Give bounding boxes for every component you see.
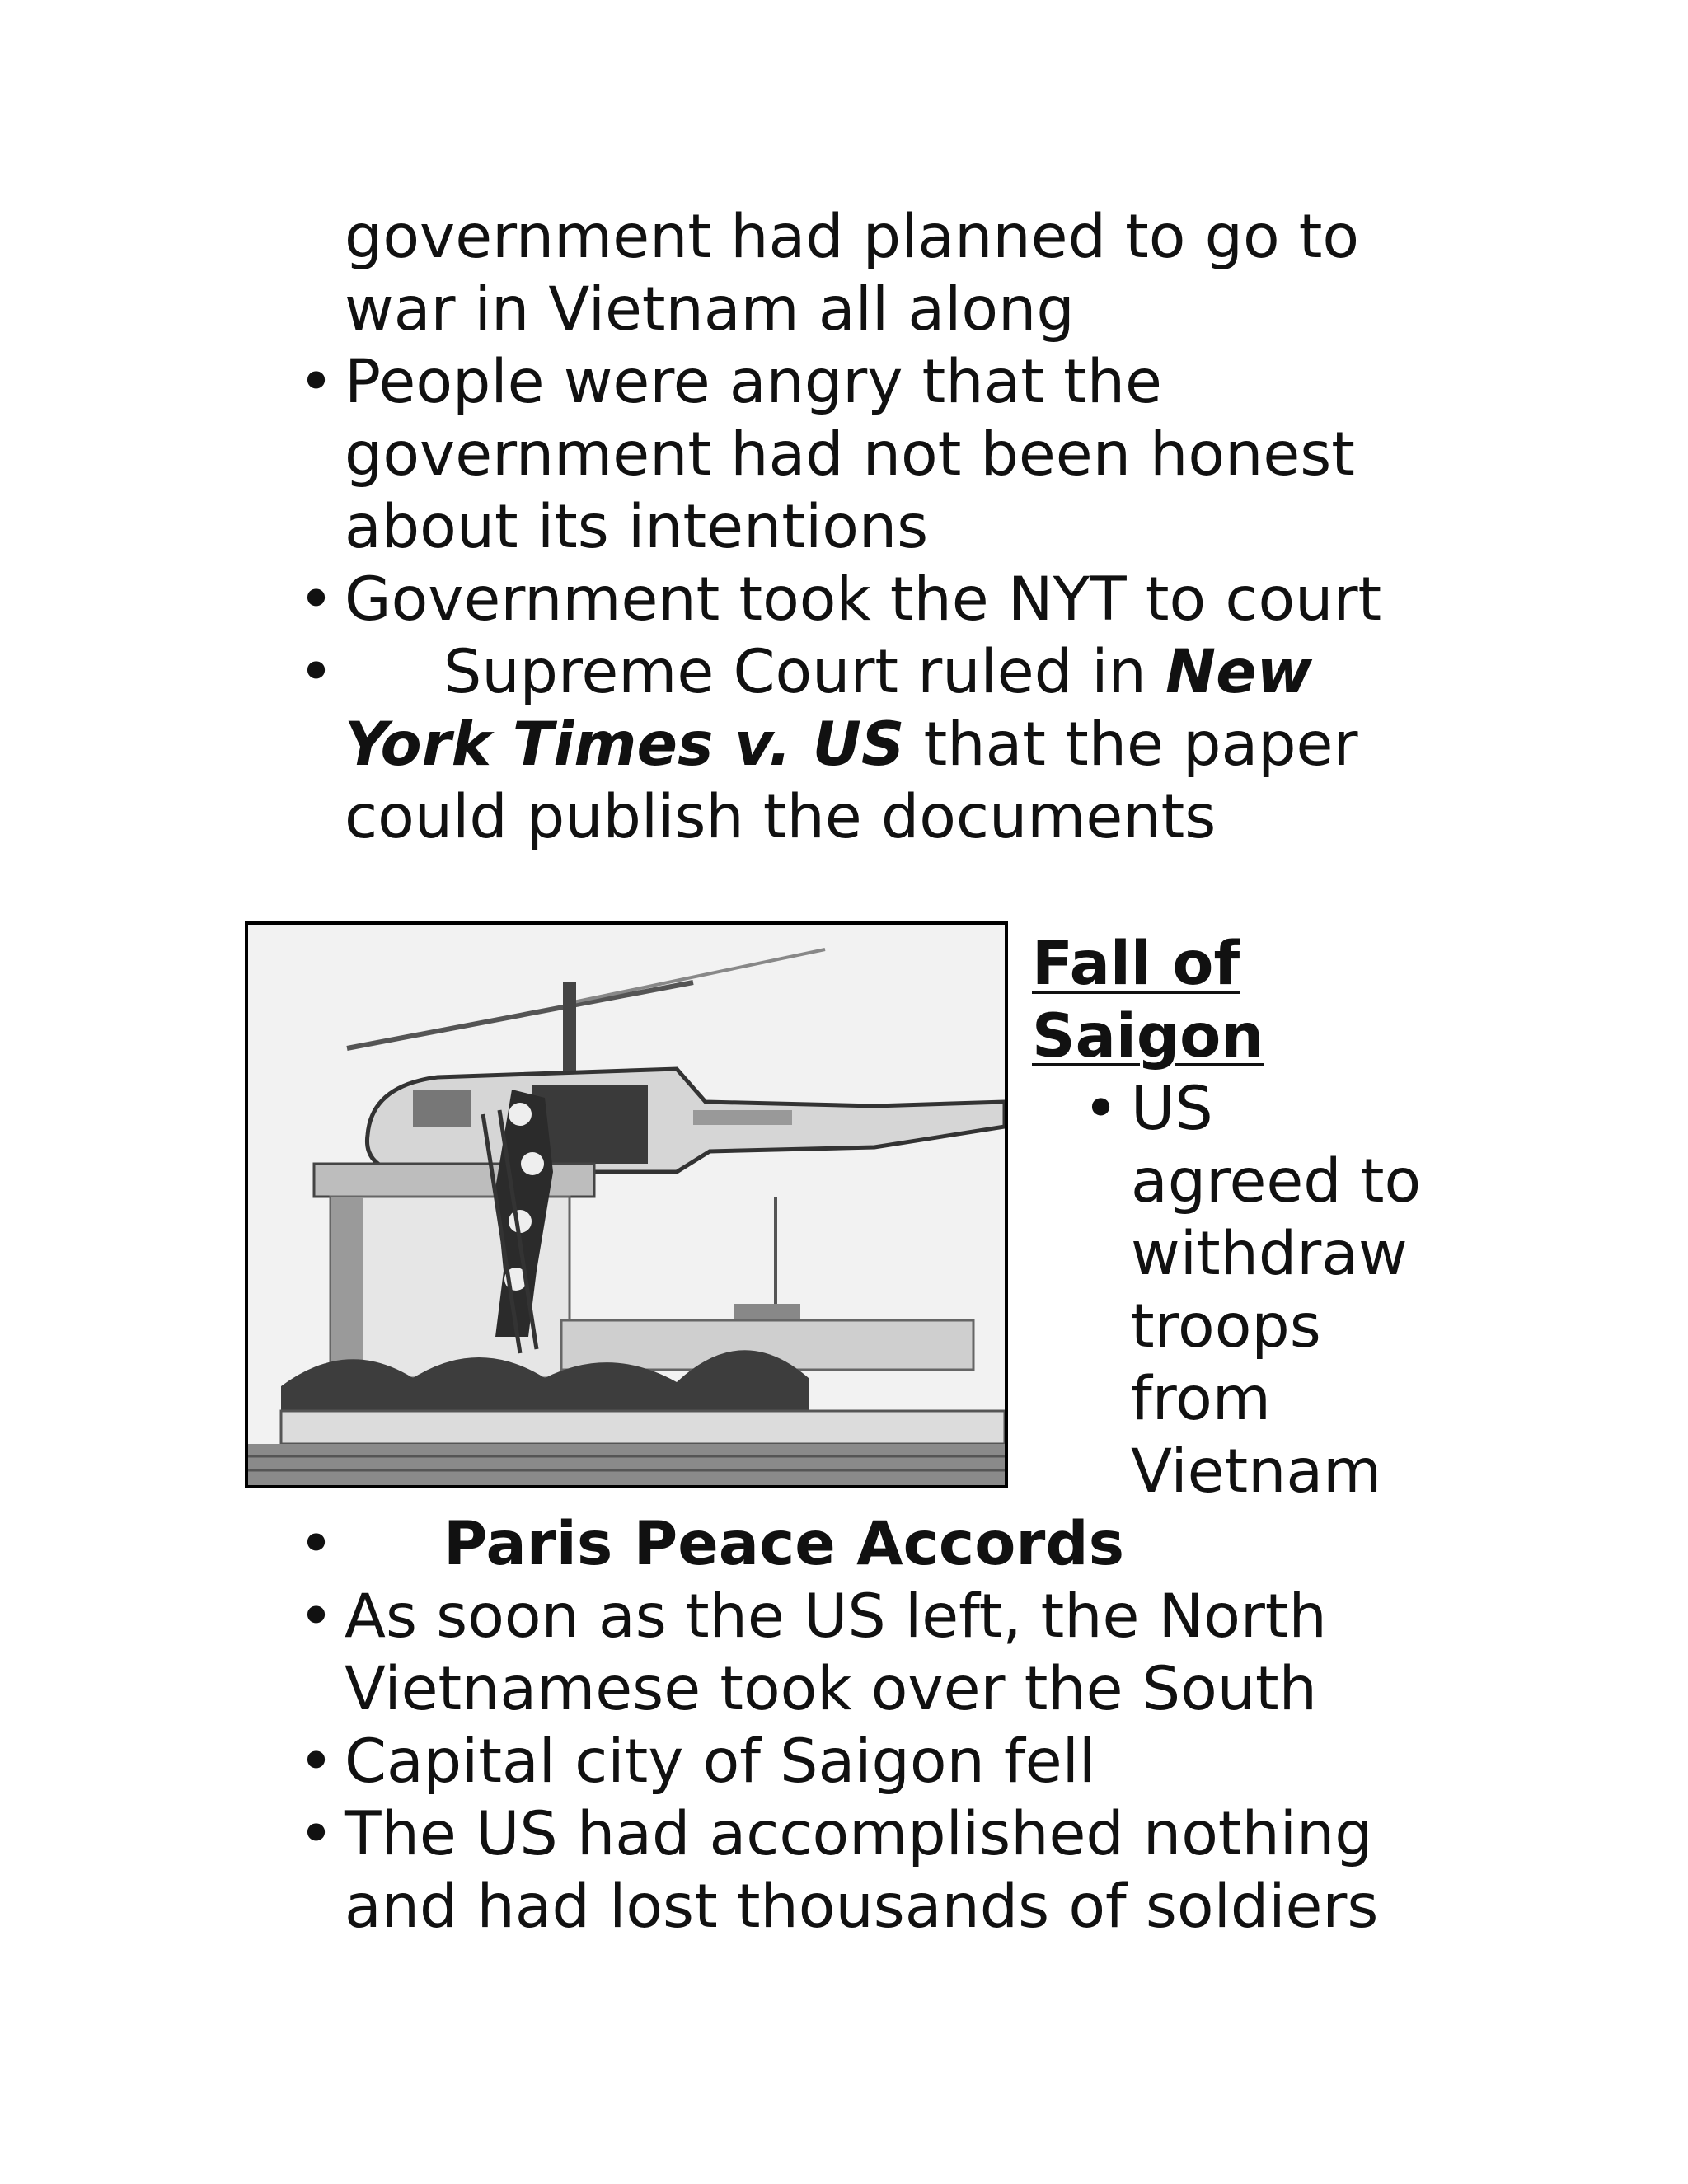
bullet-marker: • — [1083, 1074, 1119, 1144]
sub-bullet-line-3: withdraw — [1131, 1219, 1408, 1289]
sub-bullet-line-1: US — [1131, 1074, 1213, 1144]
bullet-paris-peace-accords: Paris Peace Accords — [443, 1509, 1125, 1579]
bullet-people-angry-line-3: about its intentions — [345, 492, 929, 562]
bullet-marker: • — [298, 1509, 335, 1579]
supreme-court-text-post: that the paper — [904, 710, 1358, 780]
bullet-supreme-court-line-2 — [345, 709, 1357, 781]
bullet-government-court: Government took the NYT to court — [345, 565, 1382, 635]
section-heading-saigon: Saigon — [1032, 1001, 1264, 1071]
case-name-part-2: York Times v. US — [345, 710, 905, 780]
bullet-accomplished-nothing-line-1: The US had accomplished nothing — [345, 1799, 1373, 1869]
sub-bullet-line-5: from — [1131, 1364, 1271, 1434]
section-heading-fall-of: Fall of — [1032, 929, 1240, 999]
bullet-marker: • — [298, 347, 335, 417]
bullet-marker: • — [298, 1582, 335, 1652]
helicopter-rooftop-photo — [245, 921, 1008, 1488]
bullet-people-angry-line-1: People were angry that the — [345, 347, 1162, 417]
bullet-supreme-court-line-3: could publish the documents — [345, 782, 1217, 852]
continuation-line-2: war in Vietnam all along — [345, 274, 1075, 344]
bullet-saigon-fell: Capital city of Saigon fell — [345, 1727, 1096, 1797]
helicopter-rooftop-icon — [248, 925, 1005, 1485]
bullet-marker: • — [298, 1799, 335, 1869]
sub-bullet-line-2: agreed to — [1131, 1146, 1422, 1216]
sub-bullet-line-4: troops — [1131, 1291, 1321, 1361]
bullet-accomplished-nothing-line-2: and had lost thousands of soldiers — [345, 1872, 1379, 1942]
case-name-part-1: New — [1165, 637, 1313, 707]
supreme-court-text: Supreme Court ruled in — [443, 637, 1165, 707]
bullet-marker: • — [298, 565, 335, 635]
continuation-line-1: government had planned to go to — [345, 202, 1360, 272]
bullet-us-left-line-2: Vietnamese took over the South — [345, 1654, 1317, 1724]
bullet-supreme-court-line-1 — [443, 636, 1312, 709]
sub-bullet-line-6: Vietnam — [1131, 1436, 1382, 1507]
bullet-marker: • — [298, 637, 335, 707]
bullet-us-left-line-1: As soon as the US left, the North — [345, 1582, 1327, 1652]
bullet-people-angry-line-2: government had not been honest — [345, 419, 1355, 490]
bullet-marker: • — [298, 1727, 335, 1797]
